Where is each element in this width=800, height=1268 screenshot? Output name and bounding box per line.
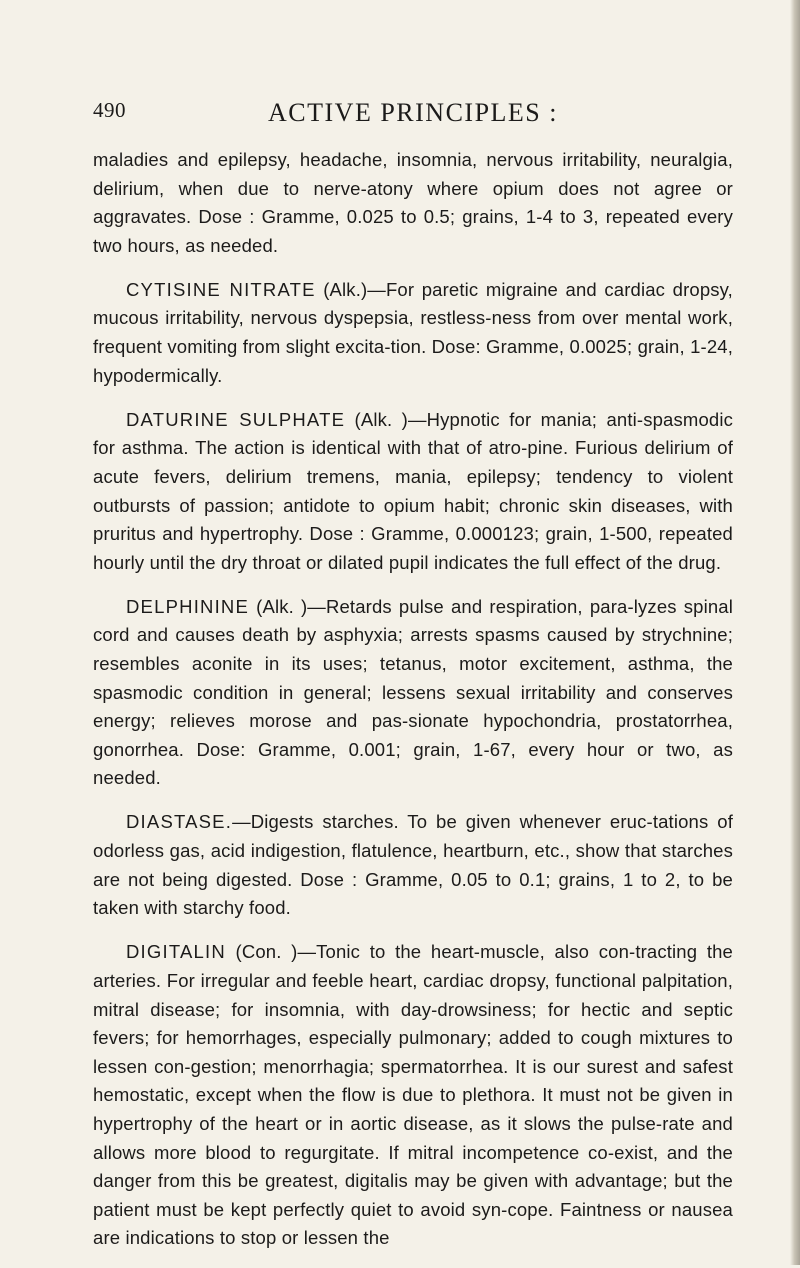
- paragraph-text: maladies and epilepsy, headache, insomnia, nervous irritability, neuralgia, delirium, when due to nerve-atony where opium does not agree or aggravates. Dose : Gramme, 0.025 to 0.5; grains, 1-4 to 3, repeated every two hours, as needed.: [93, 149, 733, 256]
- entry-text: —Digests starches. To be given whenever eruc-tations of odorless gas, acid indigestion, flatulence, heartburn, etc., show that starches are not being digested. Dose : Gramme, 0.05 to 0.1; grains, 1 to 2, to be taken with starchy food.: [93, 811, 733, 919]
- entry-text: (Alk. )—Retards pulse and respiration, para-lyzes spinal cord and causes death by asphyxia; arrests spasms caused by strychnine; resembles aconite in its uses; tetanus, motor excitement, asthma, the spasmodic condition in general; lessens sexual irritability and conserves energy; relieves morose and pas-sionate hypochondria, prostatorrhea, gonorrhea. Dose: Gramme, 0.001; grain, 1-67, every hour or two, as needed.: [93, 595, 733, 789]
- running-head: [93, 98, 733, 138]
- entry-diastase: [93, 808, 733, 922]
- entry-text: (Alk. )—Hypnotic for mania; anti-spasmodic for asthma. The action is identical with that of atro-pine. Furious delirium of acute fevers, delirium tremens, mania, epilepsy; tendency to violent outbursts of passion; antidote to opium habit; chronic skin diseases, with pruritus and hypertrophy. Dose : Gramme, 0.000123; grain, 1-500, repeated hourly until the dry throat or dilated pupil indicates the full effect of the drug.: [93, 408, 733, 573]
- entry-term: DIASTASE.: [126, 811, 233, 833]
- paragraph-continuation: [93, 146, 733, 260]
- entry-term: DELPHININE: [126, 595, 250, 617]
- entry-text: (Alk.)—For paretic migraine and cardiac dropsy, mucous irritability, nervous dyspepsia, restless-ness from over mental work, frequent vomiting from slight excita-tion. Dose: Gramme, 0.0025; grain, 1-24, hypodermically.: [93, 278, 733, 386]
- body-text: [93, 146, 733, 1268]
- entry-term: DATURINE SULPHATE: [126, 408, 346, 430]
- entry-daturine-sulphate: [93, 406, 733, 578]
- entry-term: CYTISINE NITRATE: [126, 278, 316, 300]
- entry-digitalin: [93, 938, 733, 1253]
- entry-cytisine-nitrate: [93, 276, 733, 390]
- running-title: ACTIVE PRINCIPLES :: [268, 98, 558, 127]
- entry-term: DIGITALIN: [126, 941, 226, 963]
- page-number: 490: [93, 98, 126, 122]
- entry-delphinine: [93, 593, 733, 793]
- entry-text: (Con. )—Tonic to the heart-muscle, also con-tracting the arteries. For irregular and feeble heart, cardiac dropsy, functional palpitation, mitral disease; for insomnia, with day-drowsiness; for hectic and septic fevers; for hemorrhages, especially pulmonary; added to cough mixtures to lessen con-gestion; menorrhagia; spermatorrhea. It is our surest and safest hemostatic, except when the flow is due to plethora. It must not be given in hypertrophy of the heart or in aortic disease, as it slows the pulse-rate and allows more blood to regurgitate. If mitral incompetence co-exist, and the danger from this be greatest, digitalis may be given with advantage; but the patient must be kept perfectly quiet to avoid syn-cope. Faintness or nausea are indications to stop or lessen the: [93, 941, 733, 1249]
- page-scan-edge: [790, 0, 800, 1265]
